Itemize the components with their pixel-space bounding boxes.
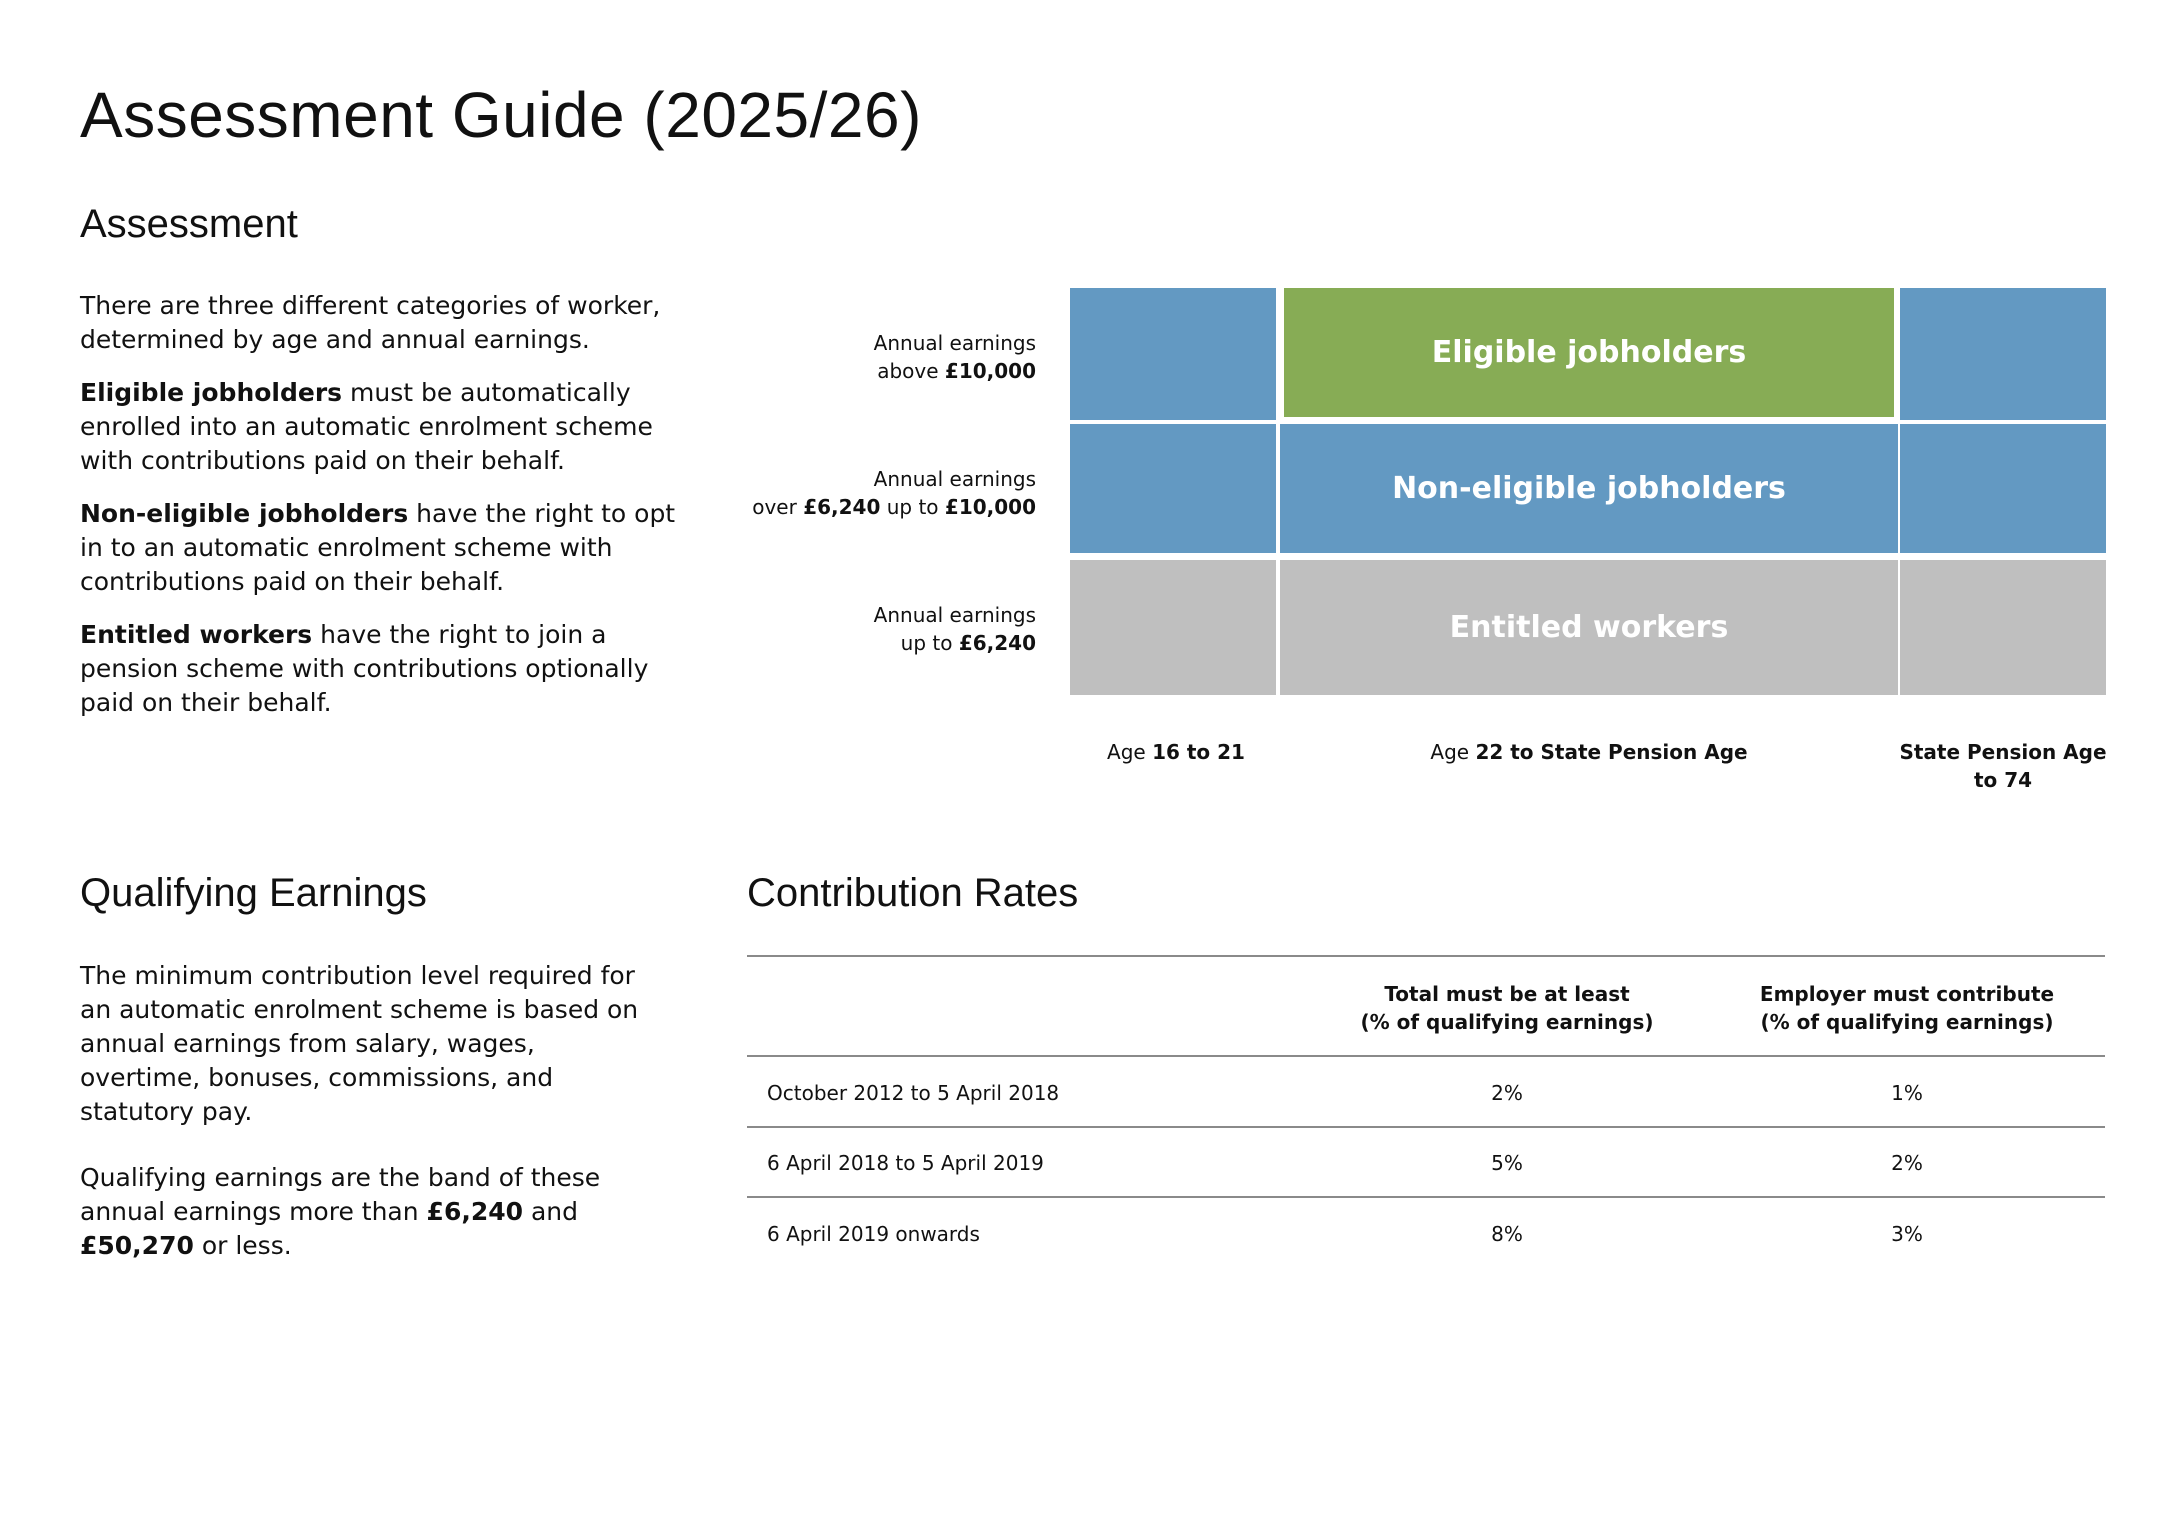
row-label-above-10000: Annual earnings above £10,000	[873, 331, 1036, 383]
table-header-rule	[747, 1055, 2105, 1057]
table-row-rule	[747, 1196, 2105, 1198]
eligible-definition: Eligible jobholders must be automatically enrolled into an automatic enrolment scheme with contributions paid on their behalf.	[80, 378, 653, 475]
cell-age16-6240-10000	[1070, 424, 1276, 553]
cell-spa-6240-10000	[1900, 424, 2106, 553]
table-row-2-period: 6 April 2018 to 5 April 2019	[767, 1151, 1044, 1175]
table-row-2-employer: 2%	[1891, 1151, 1923, 1175]
non-eligible-term: Non-eligible jobholders	[80, 499, 409, 528]
entitled-term: Entitled workers	[80, 620, 313, 649]
table-row-rule	[747, 1126, 2105, 1128]
column-label-age-16-21: Age 16 to 21	[1107, 740, 1245, 764]
page-title: Assessment Guide (2025/26)	[80, 79, 922, 151]
row-label-up-to-6240: Annual earnings up to £6,240	[873, 603, 1036, 655]
table-row-2-total: 5%	[1491, 1151, 1523, 1175]
eligible-jobholders-label: Eligible jobholders	[1431, 335, 1747, 370]
header-total: Total must be at least (% of qualifying earnings)	[1360, 982, 1654, 1034]
assessment-description	[80, 289, 680, 739]
qualifying-para-2: Qualifying earnings are the band of these annual earnings more than £6,240 and £50,270 or less.	[80, 1163, 601, 1260]
entitled-workers-label: Entitled workers	[1449, 610, 1729, 645]
cell-spa-above10000	[1900, 288, 2106, 420]
qualifying-earnings-heading: Qualifying Earnings	[80, 871, 427, 915]
table-row-1-total: 2%	[1491, 1081, 1523, 1105]
non-eligible-definition: Non-eligible jobholders have the right to opt in to an automatic enrolment scheme with contributions paid on their behalf.	[80, 499, 676, 596]
table-row-3-total: 8%	[1491, 1222, 1523, 1246]
table-row-1-employer: 1%	[1891, 1081, 1923, 1105]
table-top-rule	[747, 955, 2105, 957]
contribution-rates-heading: Contribution Rates	[747, 871, 1079, 915]
table-row-1-period: October 2012 to 5 April 2018	[767, 1081, 1060, 1105]
qualifying-para-1: The minimum contribution level required for an automatic enrolment scheme is based on annual earnings from salary, wages, overtime, bonuses, commissions, and statutory pay.	[80, 961, 639, 1126]
cell-age16-up-to-6240	[1070, 560, 1276, 695]
table-row-3-period: 6 April 2019 onwards	[767, 1222, 980, 1246]
cell-age16-above10000	[1070, 288, 1276, 420]
non-eligible-jobholders-label: Non-eligible jobholders	[1392, 471, 1786, 506]
table-row-3-employer: 3%	[1891, 1222, 1923, 1246]
assessment-intro: There are three different categories of worker, determined by age and annual earnings.	[80, 291, 661, 354]
column-label-spa-74: State Pension Age to 74	[1899, 740, 2107, 792]
header-employer: Employer must contribute (% of qualifying earnings)	[1759, 982, 2055, 1034]
eligible-term: Eligible jobholders	[80, 378, 343, 407]
entitled-definition: Entitled workers have the right to join a pension scheme with contributions optionally paid on their behalf.	[80, 620, 649, 717]
assessment-heading: Assessment	[80, 202, 298, 246]
qualifying-earnings-text	[80, 959, 660, 1282]
cell-spa-up-to-6240	[1900, 560, 2106, 695]
row-label-6240-to-10000: Annual earnings over £6,240 up to £10,000	[752, 467, 1036, 519]
column-label-age-22-spa: Age 22 to State Pension Age	[1430, 740, 1748, 764]
